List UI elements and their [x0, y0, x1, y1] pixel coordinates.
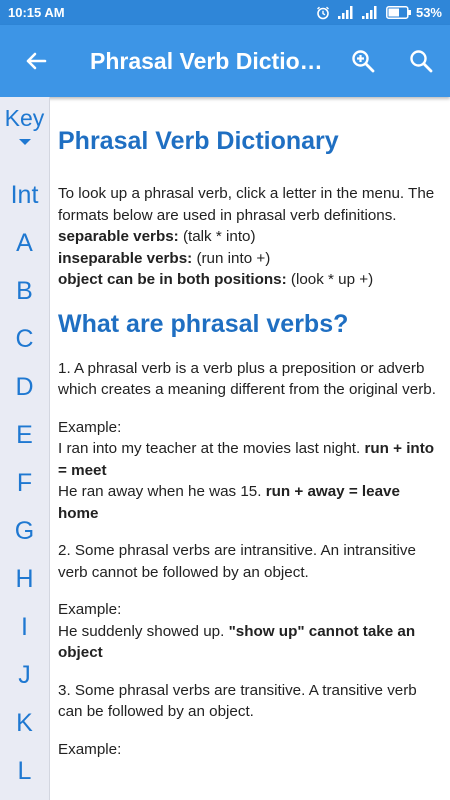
- search-icon: [408, 48, 434, 74]
- back-button[interactable]: [0, 25, 72, 97]
- content-pane: [58, 97, 442, 800]
- sidebar-item-f[interactable]: F: [16, 468, 33, 497]
- sidebar-item-j[interactable]: J: [18, 660, 31, 689]
- format-label: inseparable verbs:: [58, 249, 193, 267]
- alarm-icon: [316, 6, 330, 20]
- battery-indicator: [386, 5, 442, 20]
- sidebar-item-b[interactable]: B: [16, 276, 33, 305]
- example-2: [58, 599, 442, 664]
- sidebar-item-d[interactable]: D: [15, 372, 34, 401]
- format-label: object can be in both positions:: [58, 271, 287, 288]
- status-icons: [316, 5, 442, 20]
- sidebar-key[interactable]: [0, 97, 49, 171]
- search-button[interactable]: [392, 25, 450, 97]
- format-value: (talk * into): [178, 228, 256, 245]
- example-meaning: run + into = meet: [58, 440, 435, 479]
- sidebar-item-i[interactable]: I: [21, 612, 28, 641]
- caret-down-icon: [18, 138, 32, 146]
- example-meaning: "show up" cannot take an object: [58, 622, 416, 661]
- example-1: [58, 417, 442, 525]
- format-value: (look * up +): [286, 271, 374, 288]
- point-1: 1. A phrasal verb is a verb plus a preposition or adverb which creates a meaning different from the original verb.: [58, 359, 436, 398]
- zoom-in-icon: [350, 48, 376, 74]
- format-separable: [58, 226, 442, 248]
- sidebar-item-l[interactable]: L: [17, 756, 32, 785]
- sidebar-item-c[interactable]: C: [15, 324, 34, 353]
- signal-icon: [338, 6, 354, 19]
- status-bar: [0, 0, 450, 25]
- battery-percent: 53%: [415, 5, 442, 20]
- app-bar: [0, 25, 450, 97]
- status-time: 10:15 AM: [8, 5, 65, 20]
- example-3: [58, 739, 442, 761]
- app-title: Phrasal Verb Dictio…: [90, 47, 323, 74]
- sidebar-item-g[interactable]: G: [14, 516, 35, 545]
- example-meaning: run + away = leave home: [58, 483, 400, 522]
- back-arrow-icon: [24, 49, 48, 73]
- intro-text: To look up a phrasal verb, click a letter in the menu. The formats below are used in phrasal verb definitions.: [58, 185, 435, 224]
- format-inseparable: [58, 248, 442, 270]
- sidebar-key-label: Key: [4, 105, 45, 131]
- example-sentence: I ran into my teacher at the movies last night.: [58, 440, 365, 457]
- battery-icon: [386, 6, 412, 19]
- letter-index-sidebar: [0, 97, 50, 800]
- example-label: Example:: [58, 418, 122, 436]
- example-sentence: He ran away when he was 15.: [58, 483, 266, 500]
- point-3: 3. Some phrasal verbs are transitive. A transitive verb can be followed by an object.: [58, 681, 417, 720]
- format-value: (run into +): [192, 249, 271, 267]
- sidebar-item-h[interactable]: H: [15, 564, 34, 593]
- format-both-positions: [58, 269, 442, 291]
- page-heading: Phrasal Verb Dictionary: [58, 127, 339, 155]
- example-label: Example:: [58, 740, 122, 758]
- sidebar-item-a[interactable]: A: [16, 228, 33, 257]
- sidebar-item-e[interactable]: E: [16, 420, 33, 449]
- sidebar-item-int[interactable]: Int: [10, 180, 39, 209]
- zoom-in-button[interactable]: [334, 25, 392, 97]
- point-2: 2. Some phrasal verbs are intransitive. An intransitive verb cannot be followed by an object.: [58, 542, 416, 581]
- example-label: Example:: [58, 601, 122, 618]
- format-label: separable verbs:: [58, 228, 179, 245]
- example-sentence: He suddenly showed up.: [58, 622, 229, 640]
- sidebar-item-k[interactable]: K: [16, 708, 33, 737]
- wifi-icon: [362, 6, 378, 19]
- section-heading: What are phrasal verbs?: [58, 309, 349, 338]
